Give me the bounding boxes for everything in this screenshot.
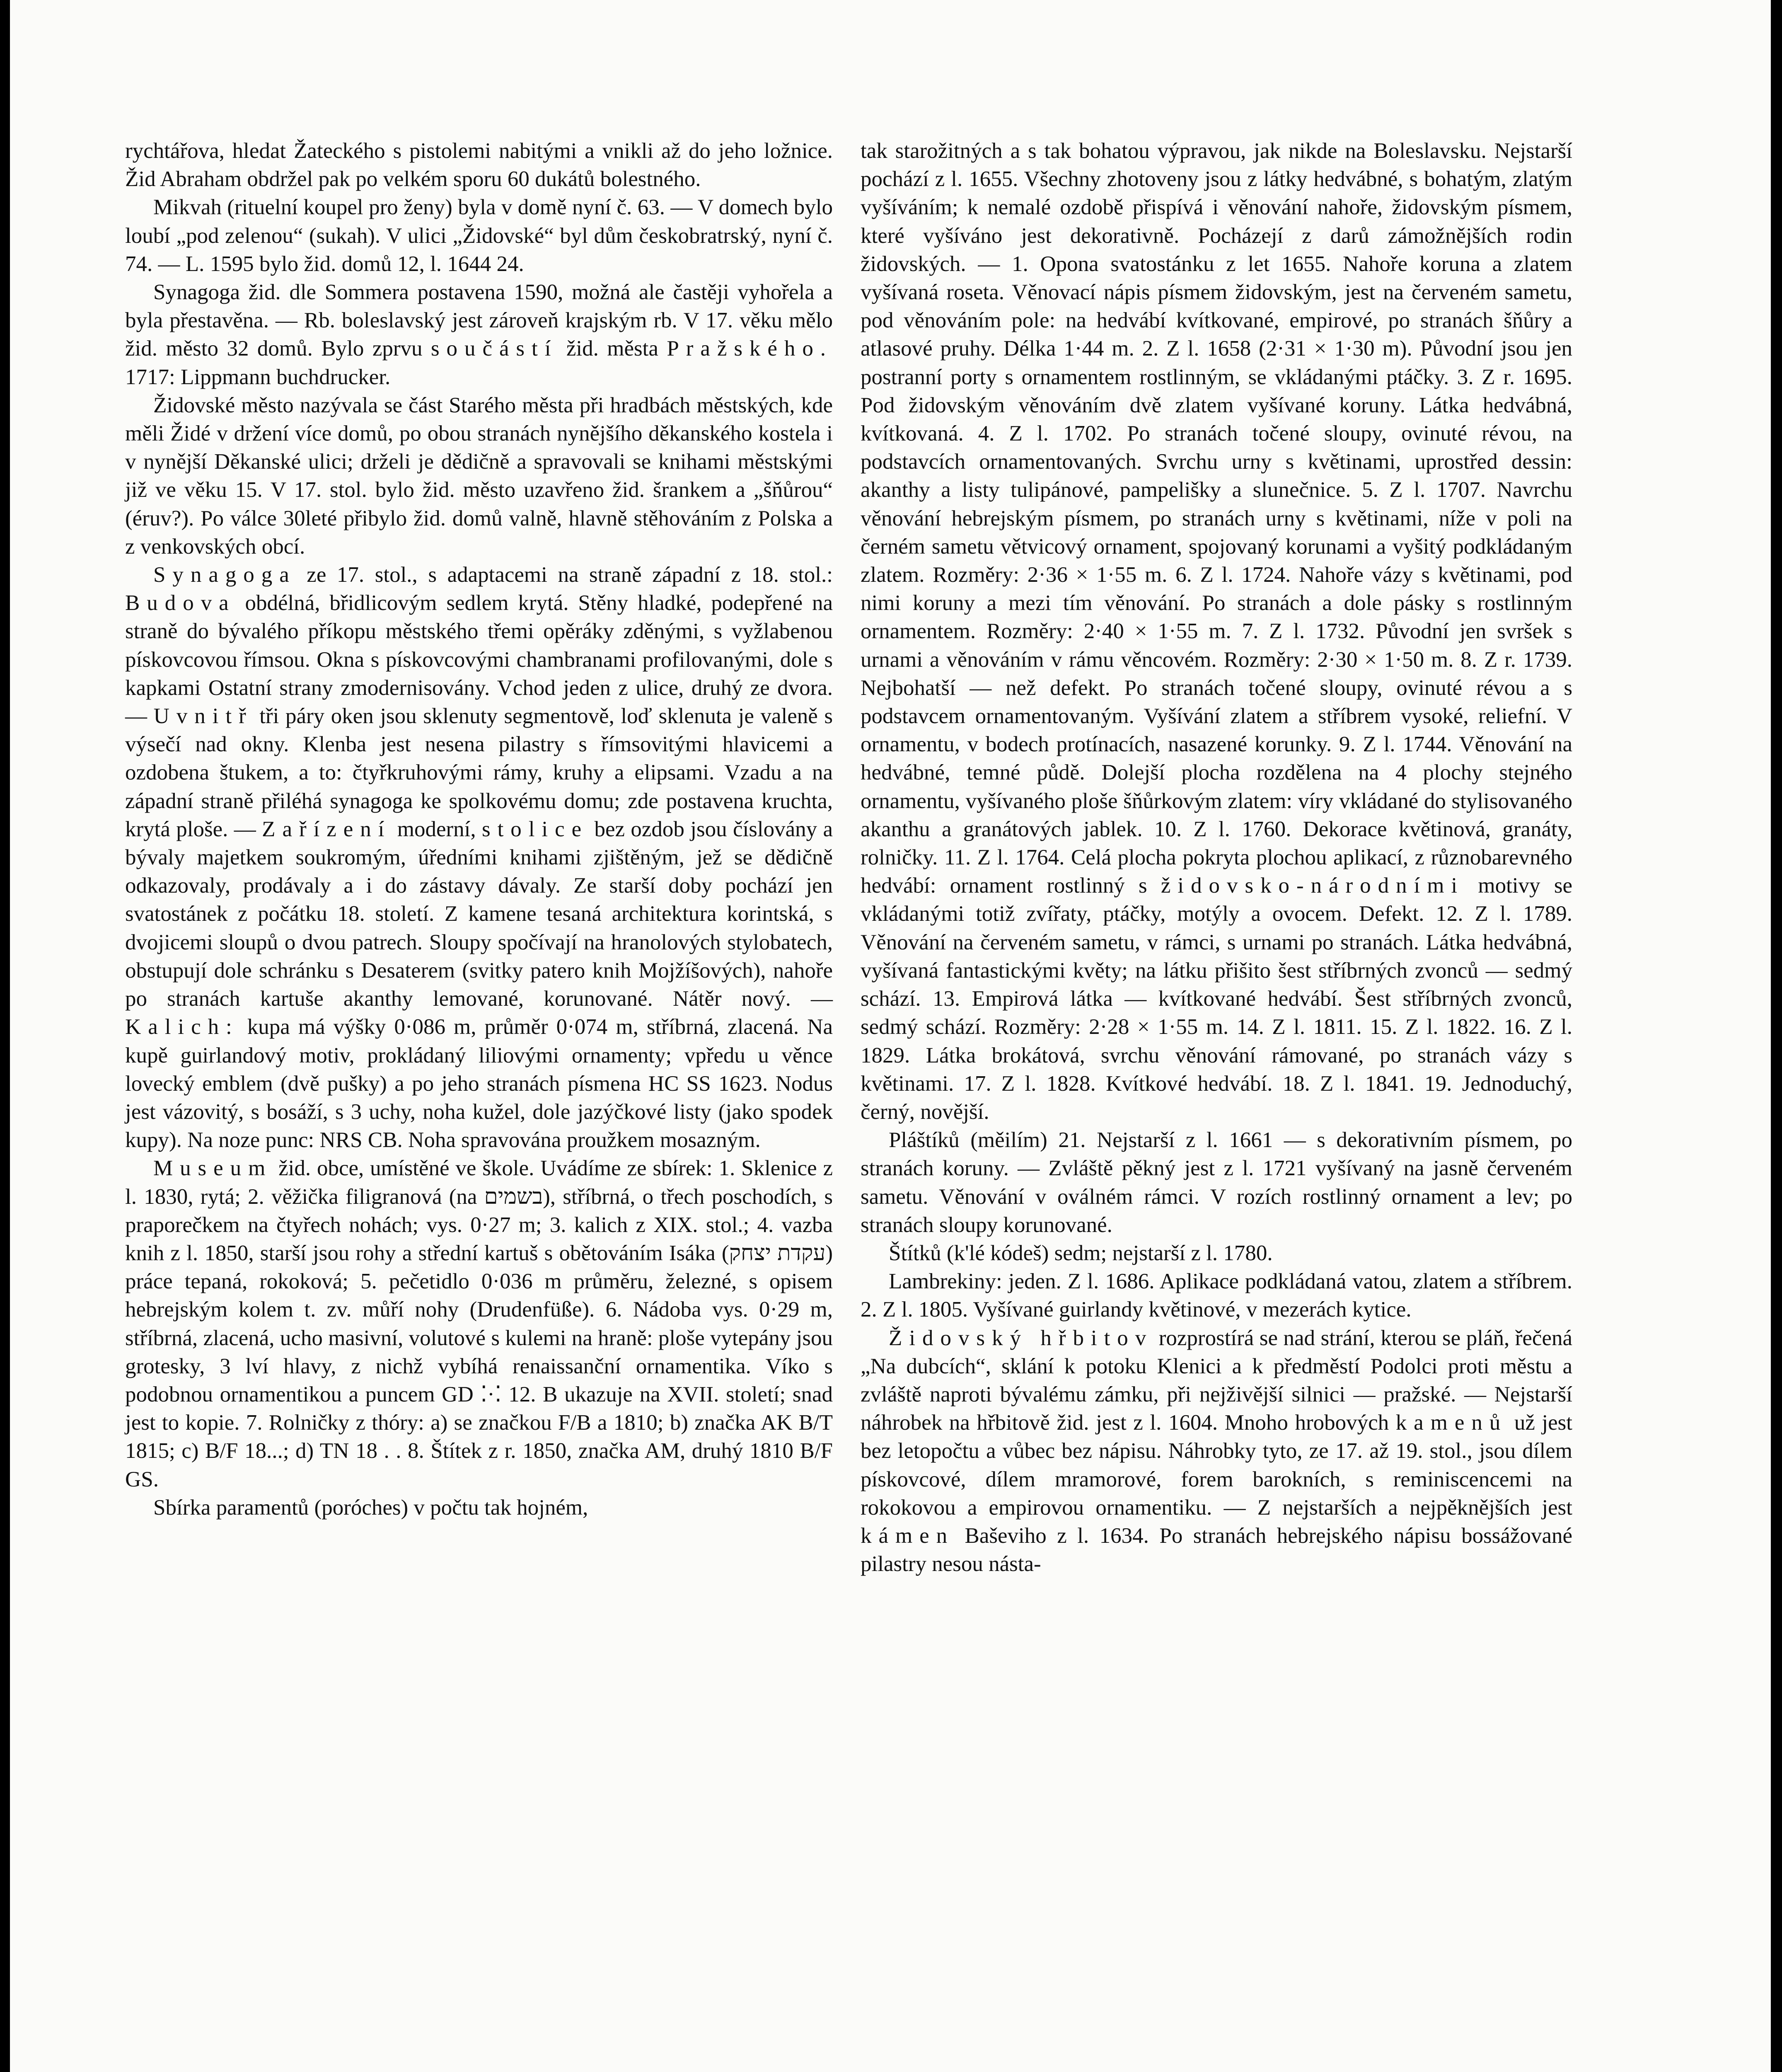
paragraph-text: Mikvah (rituelní koupel pro ženy) byla v domě nyní č. 63. — V domech bylo loubí „pod zelenou“ (sukah). V ulici „Židovské“ byl dům českobratrský, nyní č. 74. — L. 1595 bylo žid. domů 12, l. 1644 24.	[125, 195, 833, 276]
spaced-text: stolice	[482, 817, 589, 841]
paragraph	[125, 193, 833, 278]
paragraph-text: Židovské město nazývala se část Starého města při hradbách městských, kde měli Židé v držení více domů, po obou stranách nynějšího děkanského kostela i v nynější Děkanské ulici; drželi je dědičně a spravovali se knihami městskými již ve věku 15. V 17. stol. bylo žid. město uzavřeno žid. šrankem a „šňůrou“ (éruv?). Po válce 30leté přibylo žid. domů valně, hlavně stěhováním z Polska a z venkovských obcí.	[125, 393, 833, 559]
paragraph-text: žid. obce, umístěné ve škole. Uvádíme ze sbírek: 1. Sklenice z l. 1830, rytá; 2. věžička filigranová (na בשמים), stříbrná, o třech poschodích, s praporečkem na čtyřech nohách; vys. 0·27 m; 3. kalich z XIX. stol.; 4. vazba knih z l. 1850, starší jsou rohy a střední kartuš s obětováním Isáka (עקדת יצחק) práce tepaná, rokoková; 5. pečetidlo 0·036 m průměru, železné, s opisem hebrejským kolem t. zv. můří nohy (Drudenfüße). 6. Nádoba vys. 0·29 m, stříbrná, zlacená, ucho masivní, volutové s kulemi na hraně: ploše vytepány jsou grotesky, 3 lví hlavy, z nichž vybíhá renaissanční ornamentika. Víko s podobnou ornamentikou a puncem GD ⁚·⁚ 12. B ukazuje na XVII. století; snad jest to kopie. 7. Rolničky z thóry: a) se značkou F/B a 1810; b) značka AK B/T 1815; c) B/F 18...; d) TN 18 . . 8. Štítek z r. 1850, značka AM, druhý 1810 B/F GS.	[125, 1156, 833, 1491]
paragraph-text: rychtářova, hledat Žateckého s pistolemi nabitými a vnikli až do jeho ložnice. Žid Abraham obdržel pak po velkém sporu 60 dukátů bolestného.	[125, 139, 833, 191]
paragraph	[125, 1154, 833, 1493]
paragraph-text: Synagoga žid. dle Sommera postavena 1590, možná ale častěji vyhořela a byla přestavěna. — Rb. boleslavský jest zároveň krajským rb. V 17. věku mělo žid. město 32 domů. Bylo zprvu	[125, 280, 833, 361]
spaced-text: kámen	[861, 1523, 955, 1548]
paragraph	[125, 391, 833, 561]
paragraph-text: žid. města	[566, 336, 658, 361]
paragraph	[861, 1267, 1572, 1324]
paragraph-text: obdélná, břidlicovým sedlem krytá. Stěny hladké, podepřené na straně do bývalého příkopu městského třemi opěráky zděnými, s vyžlabenou pískovcovou římsou. Okna s pískovcovými chambranami profilovanými, dole s kapkami Ostatní strany zmodernisovány. Vchod jeden z ulice, druhý ze dvora. —	[125, 591, 833, 729]
paragraph-text: Lambrekiny: jeden. Z l. 1686. Aplikace podkládaná vatou, zlatem a stříbrem. 2. Z l. 1805. Vyšívané guirlandy květinové, v mezerách kytice.	[861, 1269, 1572, 1322]
paragraph	[861, 1239, 1572, 1267]
spaced-text: Museum	[153, 1156, 273, 1181]
paragraph	[861, 1324, 1572, 1578]
spaced-text: Židovský hřbitov	[889, 1326, 1153, 1350]
paragraph-text: Pláštíků (měilím) 21. Nejstarší z l. 1661 — s dekorativním písmem, po stranách koruny. — Zvláště pěkný jest z l. 1721 vyšívaný na jasně červeném sametu. Věnování v oválném rámci. V rozích rostlinný ornament a lev; po stranách sloupy korunované.	[861, 1128, 1572, 1237]
paragraph-text: 1717: Lippmann buchdrucker.	[125, 365, 391, 389]
paragraph-text: Sbírka paramentů (poróches) v počtu tak hojném,	[153, 1495, 588, 1520]
paragraph-text: tak starožitných a s tak bohatou výpravou, jak nikde na Boleslavsku. Nejstarší pochází z l. 1655. Všechny zhotoveny jsou z látky hedvábné, s bohatým, zlatým vyšíváním; k nemalé ozdobě přispívá i věnování nahoře, židovským písmem, které vyšíváno jest dekorativně. Pocházejí z darů zámožnějších rodin židovských. — 1. Opona svatostánku z let 1655. Nahoře koruna a zlatem vyšívaná roseta. Věnovací nápis písmem židovským, jest na červeném sametu, pod věnováním pole: na hedvábí kvítkované, empirové, po stranách šňůry a atlasové pruhy. Délka 1·44 m. 2. Z l. 1658 (2·31 × 1·30 m). Původní jsou jen postranní porty s ornamentem rostlinným, se vkládanými ptáčky. 3. Z r. 1695. Pod židovským věnováním dvě zlatem vyšívané koruny. Látka hedvábná, kvítkovaná. 4. Z l. 1702. Po stranách točené sloupy, ovinuté révou, na podstavcích ornamentovaných. Svrchu urny s květinami, uprostřed dessin: akanthy a listy tulipánové, pampelišky a slunečnice. 5. Z l. 1707. Navrchu věnování hebrejským písmem, po stranách urny s květinami, níže v poli na černém sametu větvicový ornament, spojovaný korunami a vyšitý podkládaným zlatem. Rozměry: 2·36 × 1·55 m. 6. Z l. 1724. Nahoře vázy s květinami, pod nimi koruny a mezi tím věnování. Po stranách a dole pásky s rostlinným ornamentem. Rozměry: 2·40 × 1·55 m. 7. Z l. 1732. Původní jen svršek s urnami a věnováním v rámu věncovém. Rozměry: 2·30 × 1·50 m. 8. Z r. 1739. Nejbohatší — než defekt. Po stranách točené sloupy, ovinuté révou a s podstavcem ornamentovaným. Vyšívání zlatem a stříbrem vysoké, reliefní. V ornamentu, v bodech protínacích, nasazené korunky. 9. Z l. 1744. Věnování na hedvábné, temné půdě. Dolejší plocha rozdělena na 4 plochy stejného ornamentu, vyšívaného ploše šňůrkovým zlatem: víry vkládané do stylisovaného akanthu a granátových jablek. 10. Z l. 1760. Dekorace květinová, granáty, rolničky. 11. Z l. 1764. Celá plocha pokryta plochou aplikací, z různobarevného hedvábí: ornament rostlinný s	[861, 139, 1572, 898]
spaced-text: Uvnitř	[153, 704, 253, 729]
paragraph-text: Štítků (k'lé kódeš) sedm; nejstarší z l. 1780.	[889, 1241, 1273, 1265]
spaced-text: Budova	[125, 591, 236, 615]
left-column	[125, 137, 833, 1522]
spaced-text: Zařízení	[262, 817, 392, 841]
right-column	[861, 137, 1572, 1578]
spaced-text: Kalich:	[125, 1015, 239, 1039]
paragraph-text: bez ozdob jsou číslovány a bývaly majetkem soukromým, úředními knihami zjištěným, jež se dědičně odkazovaly, prodávaly a i do zástavy dávaly. Ze starší doby pochází jen svatostánek z počátku 18. století. Z kamene tesaná architektura korintská, s dvojicemi sloupů o dvou patrech. Sloupy spočívají na hranolových stylobatech, obstupují dole schránku s Desaterem (svitky patero knih Mojžíšových), nahoře po stranách kartuše akanthy lemované, korunované. Nátěr nový. —	[125, 817, 833, 1011]
paragraph-text: tři páry oken jsou sklenuty segmentově, loď sklenuta je valeně s výsečí nad okny. Klenba jest nesena pilastry s římsovitými hlavicemi a ozdobena štukem, a to: čtyřkruhovými rámy, kruhy a elipsami. Vzadu a na západní straně přiléhá synagoga ke spolkovému domu; zde postavena kruchta, krytá ploše. —	[125, 704, 833, 841]
paragraph-text: Baševiho z l. 1634. Po stranách hebrejského nápisu bossážované pilastry nesou násta-	[861, 1523, 1572, 1576]
paragraph-text: ze 17. stol., s adaptacemi na straně západní z 18. stol.:	[307, 563, 833, 587]
spaced-text: součástí	[430, 336, 558, 361]
spaced-text: židovsko-národními	[1161, 874, 1465, 898]
paragraph	[125, 561, 833, 1154]
paragraph-text: moderní,	[397, 817, 476, 841]
paragraph-text: rozprostírá se nad strání, kterou se pláň, řečená „Na dubcích“, sklání k potoku Klenici a k předměstí Podolci proti městu a zvláště naproti bývalému zámku, při nejživější silnici — pražské. — Nejstarší náhrobek na hřbitově žid. jest z l. 1604. Mnoho hrobových	[861, 1326, 1572, 1435]
paragraph	[861, 1126, 1572, 1239]
paragraph	[125, 137, 833, 193]
book-page	[10, 0, 1771, 2072]
paragraph-text: už jest bez letopočtu a vůbec bez nápisu. Náhrobky tyto, ze 17. až 19. stol., jsou dílem pískovcové, dílem mramorové, forem barokních, s reminiscencemi na rokokovou a empirovou ornamentiku. — Z nejstarších a nejpěknějších jest	[861, 1411, 1573, 1520]
spaced-text: Pražského.	[667, 336, 833, 361]
spaced-text: Synagoga	[153, 563, 296, 587]
paragraph-text: kupa má výšky 0·086 m, průměr 0·074 m, stříbrná, zlacená. Na kupě guirlandový motiv, prokládaný liliovými ornamenty; vpředu u věnce lovecký emblem (dvě pušky) a po jeho stranách písmena HC SS 1623. Nodus jest vázovitý, s bosáží, s 3 uchy, noha kužel, dole jazýčkové listy (jako spodek kupy). Na noze punc: NRS CB. Noha spravována proužkem mosazným.	[125, 1015, 833, 1152]
paragraph	[861, 137, 1572, 1126]
spaced-text: kamenů	[1395, 1411, 1508, 1435]
paragraph-text: motivy se vkládanými totiž zvířaty, ptáčky, motýly a ovocem. Defekt. 12. Z l. 1789. Věnování na červeném sametu, v rámci, s urnami po stranách. Látka hedvábná, vyšívaná fantastickými květy; na látku přišito šest stříbrných zvonců — sedmý schází. 13. Empirová látka — kvítkované hedvábí. Šest stříbrných zvonců, sedmý schází. Rozměry: 2·28 × 1·55 m. 14. Z l. 1811. 15. Z l. 1822. 16. Z l. 1829. Látka brokátová, svrchu věnování rámované, po stranách vázy s květinami. 17. Z l. 1828. Kvítkové hedvábí. 18. Z l. 1841. 19. Jednoduchý, černý, novější.	[861, 874, 1572, 1124]
paragraph	[125, 278, 833, 391]
paragraph	[125, 1493, 833, 1522]
